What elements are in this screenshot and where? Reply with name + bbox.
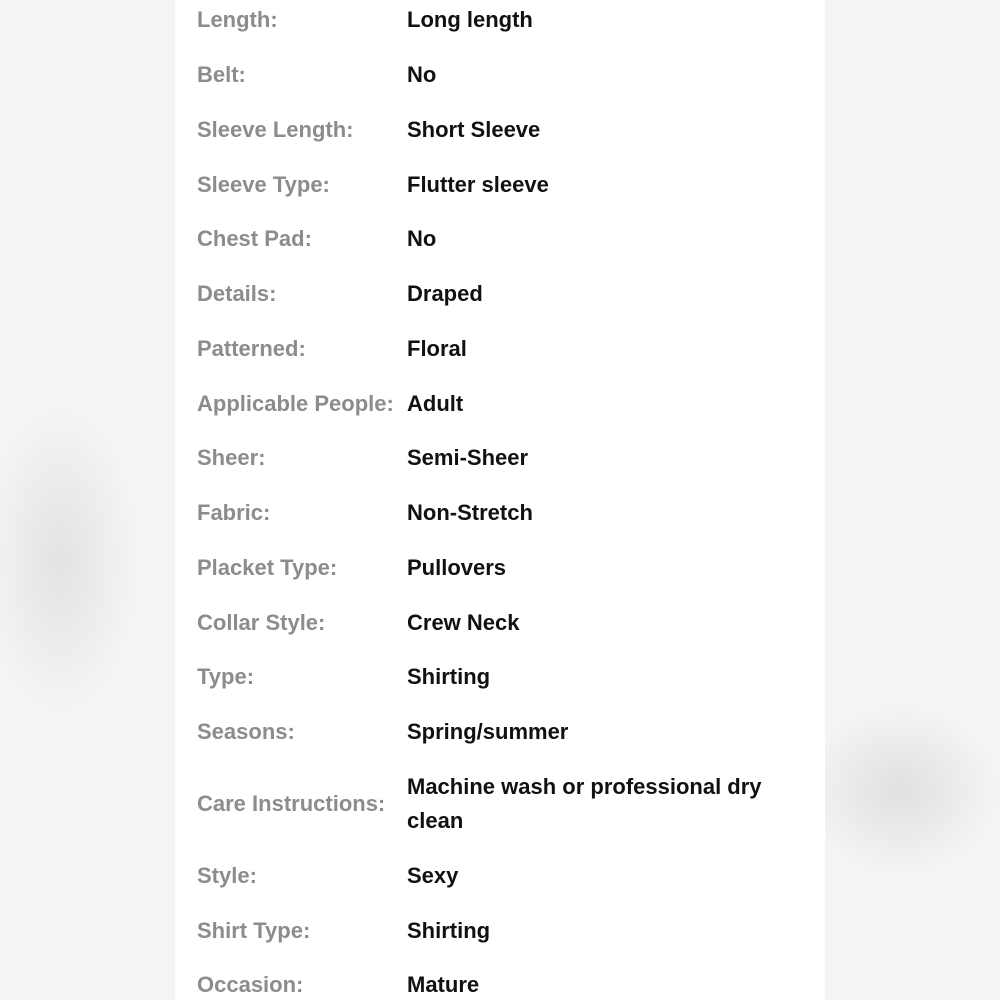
spec-value: Semi-Sheer (407, 445, 529, 471)
spec-value: Flutter sleeve (407, 171, 549, 197)
spec-label: Sleeve Type: (197, 171, 330, 197)
spec-value: Adult (407, 390, 464, 416)
spec-label: Fabric: (197, 500, 271, 526)
spec-value: Short Sleeve (407, 116, 541, 142)
spec-label: Occasion: (197, 972, 304, 998)
spec-row-placket-type (197, 541, 807, 596)
spec-value: Draped (407, 281, 483, 307)
spec-row-style (197, 849, 807, 904)
spec-value: Non-Stretch (407, 500, 533, 526)
spec-row-shirt-type (197, 903, 807, 958)
spec-label: Seasons: (197, 719, 295, 745)
spec-label: Type: (197, 664, 255, 690)
spec-row-chest-pad (197, 212, 807, 267)
spec-value: Pullovers (407, 554, 507, 580)
spec-value: Spring/summer (407, 719, 569, 745)
spec-label: Sheer: (197, 445, 266, 471)
spec-row-sleeve-length (197, 103, 807, 158)
spec-row-collar-style (197, 595, 807, 650)
spec-row-type (197, 650, 807, 705)
spec-row-seasons (197, 705, 807, 760)
spec-row-details (197, 267, 807, 322)
spec-value: Sexy (407, 862, 459, 888)
spec-value: Machine wash or professional dry clean (407, 774, 762, 833)
spec-value: No (407, 226, 437, 252)
spec-row-occasion (197, 958, 807, 1000)
spec-label: Shirt Type: (197, 917, 311, 943)
spec-row-care-instructions (197, 760, 807, 849)
spec-row-sheer (197, 431, 807, 486)
spec-value: Floral (407, 335, 467, 361)
spec-label: Style: (197, 862, 257, 888)
spec-label: Chest Pad: (197, 226, 312, 252)
spec-row-length (197, 0, 807, 48)
spec-row-fabric (197, 486, 807, 541)
spec-value: Shirting (407, 664, 491, 690)
spec-label: Sleeve Length: (197, 116, 354, 142)
spec-list (197, 0, 807, 1000)
spec-row-applicable-people (197, 376, 807, 431)
spec-value: Shirting (407, 917, 491, 943)
spec-label: Length: (197, 7, 278, 33)
spec-label: Patterned: (197, 335, 306, 361)
spec-row-patterned (197, 322, 807, 377)
spec-label: Placket Type: (197, 554, 338, 580)
spec-value: No (407, 62, 437, 88)
spec-value: Mature (407, 972, 480, 998)
spec-row-belt (197, 48, 807, 103)
spec-row-sleeve-type (197, 157, 807, 212)
product-specs-panel[interactable] (175, 0, 825, 1000)
spec-label: Applicable People: (197, 390, 394, 416)
spec-value: Crew Neck (407, 609, 520, 635)
spec-label: Belt: (197, 62, 246, 88)
spec-label: Care Instructions: (197, 791, 386, 816)
spec-label: Details: (197, 281, 277, 307)
spec-label: Collar Style: (197, 609, 326, 635)
spec-value: Long length (407, 7, 533, 33)
